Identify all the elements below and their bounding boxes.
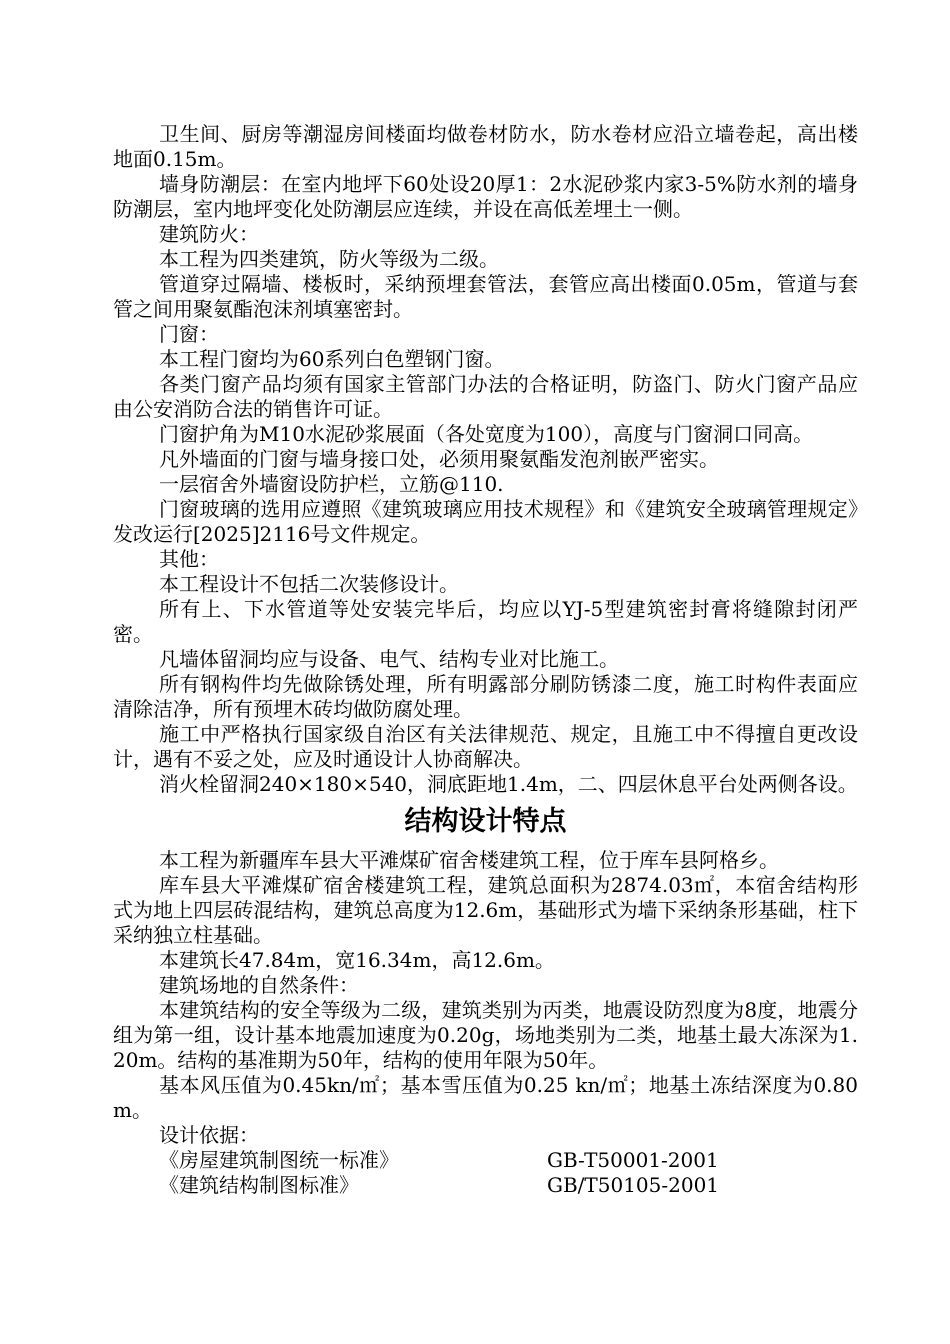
paragraph: 本工程设计不包括二次装修设计。 (159, 572, 459, 596)
standard-code: GB-T50001-2001 (547, 1148, 719, 1172)
paragraph: 所有上、下水管道等处安装完毕后，均应以YJ-5型建筑密封膏将缝隙封闭严密。 (113, 597, 858, 646)
paragraph: 本工程门窗均为60系列白色塑钢门窗。 (159, 347, 505, 371)
paragraph: 管道穿过隔墙、楼板时，采纳预埋套管法，套管应高出楼面0.05m，管道与套管之间用聚氨酯泡沫剂填塞密封。 (113, 272, 858, 321)
paragraph: 库车县大平滩煤矿宿舍楼建筑工程，建筑总面积为2874.03㎡，本宿舍结构形式为地上四层砖混结构，建筑总高度为12.6m，基础形式为墙下采纳条形基础，柱下采纳独立柱基础。 (113, 873, 858, 947)
standard-row (113, 1173, 858, 1198)
subheading-design-basis: 设计依据： (159, 1123, 259, 1147)
paragraph: 基本风压值为0.45kn/㎡；基本雪压值为0.25 kn/㎡；地基土冻结深度为0.80m。 (113, 1073, 858, 1122)
subheading-other: 其他： (159, 547, 219, 571)
section-structural-design (113, 848, 858, 1198)
paragraph: 消火栓留洞240×180×540，洞底距地1.4m，二、四层休息平台处两侧各设。 (159, 772, 858, 796)
document-page (113, 122, 858, 1198)
paragraph: 施工中严格执行国家级自治区有关法律规范、规定，且施工中不得擅自更改设计，遇有不妥之处，应及时通设计人协商解决。 (113, 722, 858, 771)
paragraph: 本工程为新疆库车县大平滩煤矿宿舍楼建筑工程，位于库车县阿格乡。 (159, 848, 779, 872)
paragraph: 门窗护角为M10水泥砂浆展面（各处宽度为100），高度与门窗洞口同高。 (159, 422, 814, 446)
subheading-site-conditions: 建筑场地的自然条件： (159, 973, 359, 997)
section-building-notes (113, 122, 858, 797)
paragraph: 凡墙体留洞均应与设备、电气、结构专业对比施工。 (159, 647, 619, 671)
paragraph: 本工程为四类建筑，防火等级为二级。 (159, 247, 499, 271)
paragraph: 门窗玻璃的选用应遵照《建筑玻璃应用技术规程》和《建筑安全玻璃管理规定》发改运行[2025]2116号文件规定。 (113, 497, 858, 546)
paragraph: 卫生间、厨房等潮湿房间楼面均做卷材防水，防水卷材应沿立墙卷起，高出楼地面0.15m。 (113, 122, 858, 171)
subheading-fire: 建筑防火： (159, 222, 259, 246)
paragraph: 墙身防潮层：在室内地坪下60处设20厚1：2水泥砂浆内家3-5%防水剂的墙身防潮层，室内地坪变化处防潮层应连续，并设在高低差埋土一侧。 (113, 172, 858, 221)
subheading-doors-windows: 门窗： (159, 322, 219, 346)
paragraph: 凡外墙面的门窗与墙身接口处，必须用聚氨酯发泡剂嵌严密实。 (159, 447, 719, 471)
standard-row (113, 1148, 858, 1173)
paragraph: 本建筑结构的安全等级为二级，建筑类别为丙类，地震设防烈度为8度，地震分组为第一组，设计基本地震加速度为0.20g，场地类别为二类，地基土最大冻深为1.20m。结构的基准期为50年，结构的使用年限为50年。 (113, 998, 858, 1072)
paragraph: 所有钢构件均先做除锈处理，所有明露部分刷防锈漆二度，施工时构件表面应清除洁净，所有预埋木砖均做防腐处理。 (113, 672, 858, 721)
paragraph: 一层宿舍外墙窗设防护栏，立筋@110. (159, 472, 504, 496)
standard-code: GB/T50105-2001 (547, 1173, 720, 1197)
standard-name: 《房屋建筑制图统一标准》 (159, 1148, 399, 1172)
paragraph: 各类门窗产品均须有国家主管部门办法的合格证明，防盗门、防火门窗产品应由公安消防合法的销售许可证。 (113, 372, 858, 421)
standard-name: 《建筑结构制图标准》 (159, 1173, 359, 1197)
section-heading: 结构设计特点 (404, 806, 567, 837)
paragraph: 本建筑长47.84m，宽16.34m，高12.6m。 (159, 948, 555, 972)
